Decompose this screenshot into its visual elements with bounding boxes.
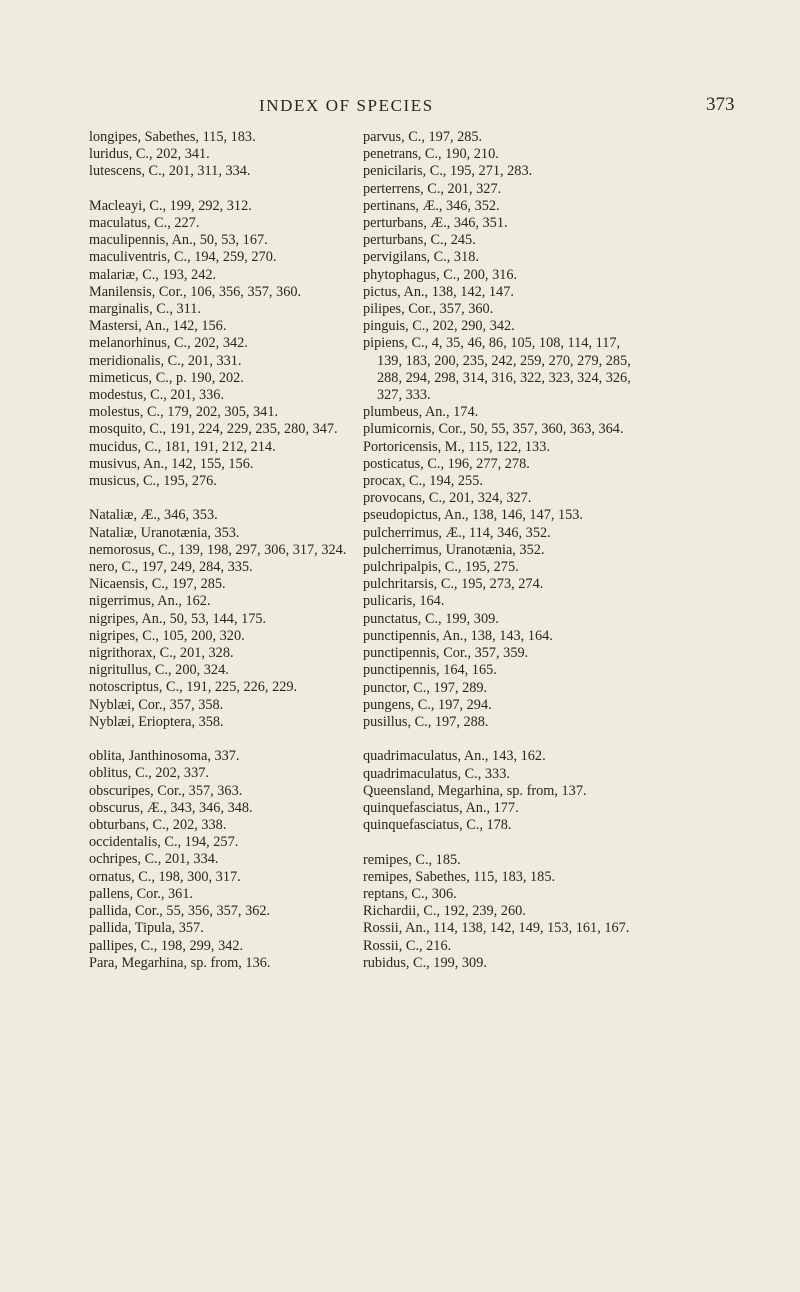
index-entry: penicilaris, C., 195, 271, 283. [363,163,533,180]
index-entry: pallipes, C., 198, 299, 342. [89,937,244,954]
index-column-right [363,129,637,972]
index-entry: punctatus, C., 199, 309. [363,610,499,627]
index-letter-group [363,748,637,834]
index-entry: oblita, Janthinosoma, 337. [89,748,240,765]
index-entry: Queensland, Megarhina, sp. from, 137. [363,782,587,799]
page-header [0,96,800,120]
index-entry: ornatus, C., 198, 300, 317. [89,868,241,885]
index-letter-group [89,507,347,731]
index-entry: obscurus, Æ., 343, 346, 348. [89,799,253,816]
index-entry: Nataliæ, Æ., 346, 353. [89,507,218,524]
index-entry: parvus, C., 197, 285. [363,129,483,145]
index-entry: phytophagus, C., 200, 316. [363,266,518,283]
index-entry: nero, C., 197, 249, 284, 335. [89,559,253,576]
index-entry: nigerrimus, An., 162. [89,593,211,610]
index-entry: remipes, Sabethes, 115, 183, 185. [363,868,556,885]
index-entry: Para, Megarhina, sp. from, 136. [89,954,271,971]
index-entry: melanorhinus, C., 202, 342. [89,335,248,352]
index-entry: Manilensis, Cor., 106, 356, 357, 360. [89,283,302,300]
index-letter-group [89,748,347,972]
index-entry: nigripes, An., 50, 53, 144, 175. [89,610,267,627]
index-entry: occidentalis, C., 194, 257. [89,834,239,851]
index-entry: Portoricensis, M., 115, 122, 133. [363,438,550,455]
index-entry: pilipes, Cor., 357, 360. [363,301,494,318]
index-entry: musivus, An., 142, 155, 156. [89,455,254,472]
index-entry: Mastersi, An., 142, 156. [89,318,227,335]
index-entry: longipes, Sabethes, 115, 183. [89,129,256,145]
index-entry: mosquito, C., 191, 224, 229, 235, 280, 347. [89,421,338,438]
index-entry: pulcherrimus, Æ., 114, 346, 352. [363,524,551,541]
index-entry: mimeticus, C., p. 190, 202. [89,369,244,386]
index-entry: punctipennis, 164, 165. [363,662,497,679]
page-title: INDEX OF SPECIES [259,96,434,115]
index-entry: pulchritarsis, C., 195, 273, 274. [363,576,544,593]
index-entry: notoscriptus, C., 191, 225, 226, 229. [89,679,298,696]
index-entry: quinquefasciatus, An., 177. [363,799,519,816]
index-entry: pallida, Tipula, 357. [89,920,204,937]
index-entry: pipiens, C., 4, 35, 46, 86, 105, 108, 114, 117, 139, 183, 200, 235, 242, 259, 270, 279, 285, 288, 294, 298, 314, 316, 322, 323, 324, 326, 327, 333. [363,335,631,404]
index-entry: molestus, C., 179, 202, 305, 341. [89,404,279,421]
index-entry: nigripes, C., 105, 200, 320. [89,627,245,644]
index-entry: punctipennis, Cor., 357, 359. [363,645,529,662]
index-entry: Macleayi, C., 199, 292, 312. [89,197,252,214]
index-entry: penetrans, C., 190, 210. [363,146,499,163]
index-entry: obscuripes, Cor., 357, 363. [89,782,243,799]
index-entry: remipes, C., 185. [363,851,461,868]
index-entry: punctipennis, An., 138, 143, 164. [363,627,553,644]
index-entry: reptans, C., 306. [363,885,457,902]
index-letter-group [89,198,347,490]
index-entry: Nataliæ, Uranotænia, 353. [89,524,240,541]
index-entry: pseudopictus, An., 138, 146, 147, 153. [363,507,584,524]
index-entry: lutescens, C., 201, 311, 334. [89,163,251,180]
index-column-left [89,129,347,972]
index-entry: quadrimaculatus, C., 333. [363,765,510,782]
index-entry: perturbans, C., 245. [363,232,476,249]
index-entry: mucidus, C., 181, 191, 212, 214. [89,438,276,455]
index-entry: quadrimaculatus, An., 143, 162. [363,748,546,765]
index-entry: oblitus, C., 202, 337. [89,765,209,782]
index-entry: Rossii, An., 114, 138, 142, 149, 153, 161, 167. [363,920,630,937]
index-entry: pusillus, C., 197, 288. [363,713,489,730]
page-number: 373 [706,94,735,115]
index-entry: pinguis, C., 202, 290, 342. [363,318,515,335]
index-entry: Nyblæi, Cor., 357, 358. [89,696,224,713]
index-entry: Richardii, C., 192, 239, 260. [363,903,526,920]
index-entry: rubidus, C., 199, 309. [363,954,487,971]
index-entry: quinquefasciatus, C., 178. [363,817,512,834]
index-entry: Nyblæi, Erioptera, 358. [89,713,224,730]
index-entry: maculiventris, C., 194, 259, 270. [89,249,277,266]
index-entry: pulcherrimus, Uranotænia, 352. [363,541,545,558]
index-entry: musicus, C., 195, 276. [89,473,217,490]
index-entry: maculatus, C., 227. [89,215,200,231]
index-entry: pallens, Cor., 361. [89,885,194,902]
index-entry: procax, C., 194, 255. [363,473,483,490]
index-entry: plumbeus, An., 174. [363,404,479,421]
index-entry: Nicaensis, C., 197, 285. [89,576,226,593]
index-entry: perturbans, Æ., 346, 351. [363,215,508,232]
index-entry: plumicornis, Cor., 50, 55, 357, 360, 363, 364. [363,421,624,438]
index-entry: meridionalis, C., 201, 331. [89,352,242,369]
index-entry: nemorosus, C., 139, 198, 297, 306, 317, 324. [89,541,347,558]
index-entry: marginalis, C., 311. [89,301,201,318]
index-entry: pictus, An., 138, 142, 147. [363,283,514,300]
index-entry: pervigilans, C., 318. [363,249,479,266]
index-letter-group [89,129,347,181]
index-entry: malariæ, C., 193, 242. [89,266,217,283]
index-entry: posticatus, C., 196, 277, 278. [363,455,530,472]
index-entry: provocans, C., 201, 324, 327. [363,490,532,507]
index-entry: punctor, C., 197, 289. [363,679,488,696]
index-entry: perterrens, C., 201, 327. [363,180,502,197]
index-entry: pungens, C., 197, 294. [363,696,492,713]
index-letter-group [363,852,637,972]
index-letter-group [363,129,637,731]
index-entry: pallida, Cor., 55, 356, 357, 362. [89,903,271,920]
index-entry: ochripes, C., 201, 334. [89,851,219,868]
index-entry: pulicaris, 164. [363,593,445,610]
index-entry: nigritullus, C., 200, 324. [89,662,229,679]
index-entry: obturbans, C., 202, 338. [89,817,227,834]
index-entry: pertinans, Æ., 346, 352. [363,197,500,214]
index-entry: pulchripalpis, C., 195, 275. [363,559,519,576]
index-entry: modestus, C., 201, 336. [89,387,225,404]
index-entry: maculipennis, An., 50, 53, 167. [89,232,268,249]
index-entry: nigrithorax, C., 201, 328. [89,645,234,662]
index-entry: Rossii, C., 216. [363,937,452,954]
index-entry: luridus, C., 202, 341. [89,146,210,163]
